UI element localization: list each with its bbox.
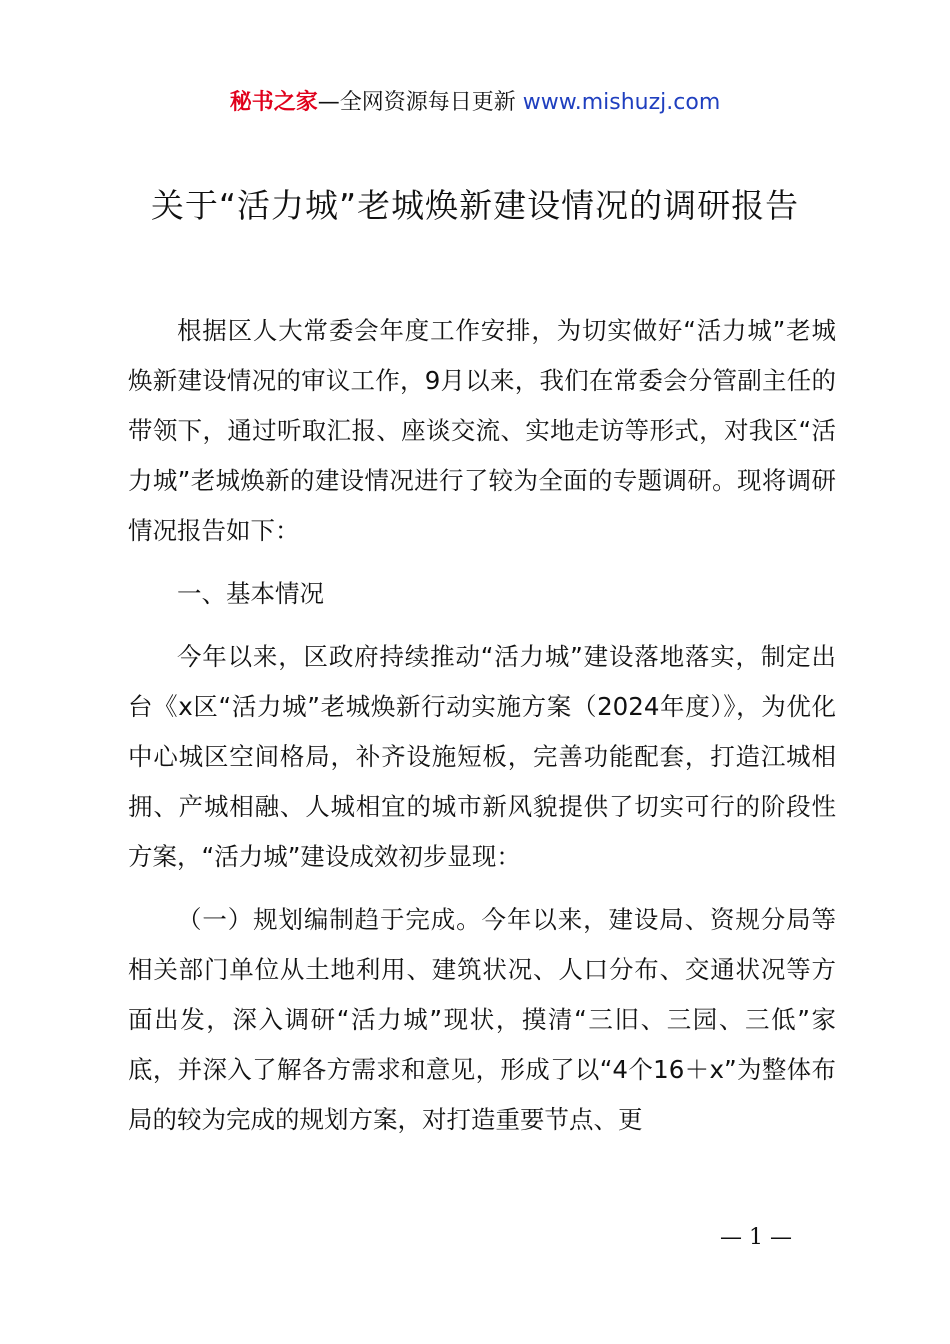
- section-paragraph: 今年以来，区政府持续推动“活力城”建设落地落实，制定出台《x区“活力城”老城焕新行动实施方案（2024年度）》，为优化中心城区空间格局，补齐设施短板，完善功能配套，打造江城相拥、产城相融、人城相宜的城市新风貌提供了切实可行的阶段性方案，“活力城”建设成效初步显现：: [128, 642, 836, 871]
- site-brand-name: 秘书之家: [229, 90, 318, 115]
- site-tagline: —全网资源每日更新: [317, 90, 523, 115]
- site-banner: [0, 86, 950, 120]
- document-title: 关于“活力城”老城焕新建设情况的调研报告: [150, 186, 800, 225]
- page-number: — 1 —: [720, 1225, 792, 1250]
- site-url-link[interactable]: www.mishuzj.com: [522, 90, 721, 115]
- section-heading: 一、基本情况: [177, 579, 324, 608]
- intro-paragraph: 根据区人大常委会年度工作安排，为切实做好“活力城”老城焕新建设情况的审议工作，9月以来，我们在常委会分管副主任的带领下，通过听取汇报、座谈交流、实地走访等形式，对我区“活力城”老城焕新的建设情况进行了较为全面的专题调研。现将调研情况报告如下：: [128, 316, 836, 545]
- subsection-paragraph: （一）规划编制趋于完成。今年以来，建设局、资规分局等相关部门单位从土地利用、建筑状况、人口分布、交通状况等方面出发，深入调研“活力城”现状，摸清“三旧、三园、三低”家底，并深入了解各方需求和意见，形成了以“4个16＋x”为整体布局的较为完成的规划方案，对打造重要节点、更: [128, 905, 836, 1134]
- document-body: [128, 306, 836, 1145]
